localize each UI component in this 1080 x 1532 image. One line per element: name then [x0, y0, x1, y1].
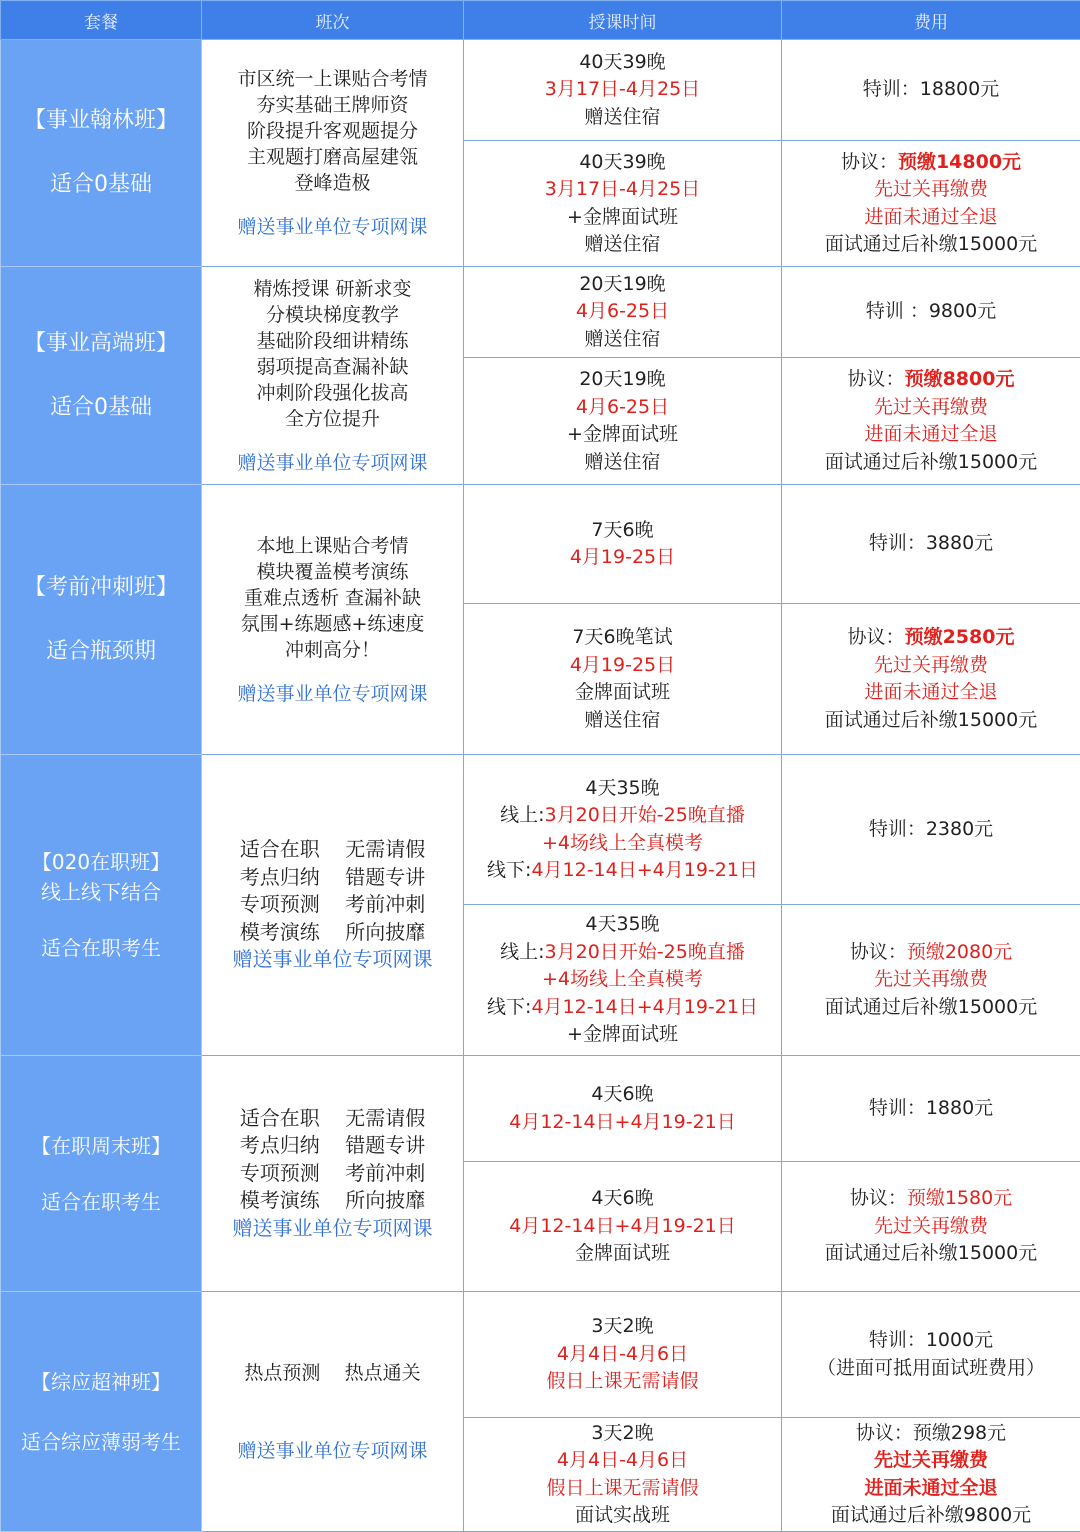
- fee-cell: [782, 1162, 1080, 1292]
- time-extra: 假日上课无需请假: [546, 1370, 699, 1393]
- course-line: 主观题打磨高屋建瓴: [246, 146, 418, 168]
- course-line: 阶段提升客观题提分: [246, 120, 418, 142]
- duration-text: 40天39晚: [579, 150, 666, 173]
- package-cell: [1, 1292, 202, 1532]
- fee-term: 面试通过后补缴15000元: [824, 1242, 1038, 1265]
- date-range: 3月17日-4月25日: [544, 78, 701, 101]
- duration-text: 4天6晚: [591, 1187, 654, 1210]
- package-target: 适合在职考生: [41, 1189, 161, 1214]
- fee-deposit: 预缴14800元: [897, 150, 1022, 173]
- online-label: 线上:: [500, 804, 545, 826]
- fee-label: 特训：: [868, 1329, 926, 1351]
- package-cell: [1, 485, 202, 755]
- duration-text: 4天35晚: [585, 913, 660, 936]
- gift-note: 赠送事业单位专项网课: [237, 451, 428, 474]
- fee-label: 特训：: [868, 532, 926, 555]
- online-schedule: 3月20日开始-25晚直播: [544, 940, 745, 963]
- duration-text: 3天2晚: [591, 1421, 654, 1444]
- fee-label: 特训：: [868, 1096, 926, 1119]
- time-cell: [464, 1162, 782, 1292]
- package-cell: [1, 755, 202, 1056]
- time-cell: [464, 1292, 782, 1418]
- fee-value: 18800元: [919, 78, 1000, 101]
- header-class: 班次: [202, 1, 464, 40]
- date-range: 4月6-25日: [575, 395, 670, 418]
- mock-exam: +4场线上全真模考: [541, 968, 703, 991]
- date-range: 4月12-14日+4月19-21日: [509, 1110, 736, 1133]
- fee-note: （进面可抵用面试班费用）: [816, 1356, 1045, 1379]
- fee-term: 面试通过后补缴15000元: [824, 708, 1038, 731]
- fee-deposit: 预缴2080元: [906, 940, 1013, 963]
- course-line: 基础阶段细讲精练: [256, 329, 409, 352]
- fee-term: 进面未通过全退: [864, 205, 998, 228]
- course-line: 模考演练 所向披靡: [239, 919, 426, 944]
- fee-term: 先过关再缴费: [873, 178, 988, 200]
- fee-cell: [782, 905, 1080, 1056]
- package-target: 适合综应薄弱考生: [21, 1429, 181, 1454]
- online-label: 线上:: [500, 940, 545, 963]
- offline-label: 线下:: [487, 995, 532, 1018]
- course-line: 模块覆盖模考演练: [256, 560, 409, 583]
- package-target: 适合瓶颈期: [45, 638, 156, 664]
- course-line: 重难点透析 查漏补缺: [243, 586, 422, 609]
- course-line: 全方位提升: [284, 407, 380, 430]
- gift-note: 赠送事业单位专项网课: [237, 1439, 428, 1462]
- mock-exam: +4场线上全真模考: [541, 831, 703, 854]
- fee-term: 先过关再缴费: [873, 1214, 988, 1237]
- time-cell: [464, 905, 782, 1056]
- time-extra: +金牌面试班: [567, 205, 678, 228]
- fee-deposit: 预缴2580元: [904, 626, 1015, 648]
- package-cell: [1, 1056, 202, 1292]
- fee-label: 协议：: [840, 150, 898, 173]
- time-cell: [464, 141, 782, 267]
- course-line: 专项预测 考前冲刺: [239, 892, 426, 917]
- package-name: 【在职周末班】: [31, 1133, 171, 1158]
- fee-value: 9800元: [928, 300, 997, 323]
- fee-value: 2380元: [925, 817, 994, 840]
- time-extra: 赠送住宿: [584, 708, 661, 731]
- fee-term: 先过关再缴费: [873, 1449, 988, 1471]
- date-range: 4月4日-4月6日: [556, 1449, 689, 1471]
- package-target: 适合在职考生: [41, 936, 161, 960]
- duration-text: 20天19晚: [579, 272, 666, 295]
- time-extra: 赠送住宿: [584, 450, 661, 473]
- table-row: [1, 40, 1080, 141]
- time-cell: [464, 755, 782, 905]
- fee-value: 1000元: [925, 1329, 994, 1351]
- package-cell: [1, 40, 202, 267]
- table-header-row: [1, 1, 1080, 40]
- time-cell: [464, 604, 782, 755]
- course-line: 精炼授课 研新求变: [253, 277, 412, 300]
- duration-text: 4天35晚: [585, 776, 660, 799]
- package-name: 【综应超神班】: [31, 1369, 171, 1394]
- date-range: 4月6-25日: [575, 300, 670, 323]
- fee-label: 特训：: [868, 817, 926, 840]
- course-cell: [202, 485, 464, 755]
- fee-deposit: 预缴298元: [912, 1421, 1007, 1444]
- date-range: 4月19-25日: [569, 546, 676, 568]
- fee-cell: [782, 1292, 1080, 1418]
- time-extra: 金牌面试班: [574, 681, 670, 703]
- fee-cell: [782, 358, 1080, 485]
- package-name: 【020在职班】: [31, 850, 171, 874]
- fee-term: 面试通过后补缴9800元: [830, 1504, 1032, 1526]
- date-range: 4月19-25日: [569, 653, 676, 676]
- course-line: 专项预测 考前冲刺: [239, 1160, 426, 1185]
- header-time: 授课时间: [464, 1, 782, 40]
- table-row: [1, 1056, 1080, 1162]
- package-name: 【事业翰林班】: [23, 108, 178, 133]
- fee-deposit: 预缴8800元: [904, 368, 1015, 390]
- duration-text: 3天2晚: [591, 1315, 654, 1338]
- course-line: 本地上课贴合考情: [256, 534, 409, 557]
- fee-cell: [782, 485, 1080, 604]
- course-cell: [202, 267, 464, 485]
- date-range: 4月4日-4月6日: [556, 1342, 689, 1365]
- fee-cell: [782, 141, 1080, 267]
- package-name: 【事业高端班】: [23, 330, 178, 356]
- fee-value: 1880元: [925, 1096, 994, 1119]
- duration-text: 7天6晚: [591, 518, 654, 541]
- time-cell: [464, 267, 782, 358]
- fee-label: 协议：: [849, 1187, 907, 1210]
- duration-text: 40天39晚: [579, 50, 666, 73]
- fee-label: 协议：: [849, 940, 907, 963]
- offline-schedule: 4月12-14日+4月19-21日: [531, 995, 758, 1018]
- course-line: 适合在职 无需请假: [239, 1105, 426, 1130]
- course-line: 考点归纳 错题专讲: [239, 864, 426, 889]
- course-line: 登峰造极: [294, 172, 371, 194]
- fee-term: 先过关再缴费: [873, 968, 988, 991]
- course-cell: [202, 1056, 464, 1292]
- fee-cell: [782, 40, 1080, 141]
- time-extra: 赠送住宿: [584, 327, 661, 350]
- course-line: 模考演练 所向披靡: [239, 1188, 426, 1213]
- course-line: 市区统一上课贴合考情: [237, 68, 428, 90]
- package-target: 适合0基础: [50, 394, 152, 420]
- package-name: 【考前冲刺班】: [23, 574, 178, 600]
- course-cell: [202, 755, 464, 1056]
- fee-term: 先过关再缴费: [873, 653, 988, 676]
- time-cell: [464, 358, 782, 485]
- time-extra: 面试实战班: [574, 1504, 670, 1526]
- course-line: 氛围+练题感+练速度: [240, 612, 425, 635]
- fee-term: 先过关再缴费: [873, 395, 988, 418]
- time-extra: 金牌面试班: [574, 1242, 670, 1265]
- fee-term: 进面未通过全退: [864, 1476, 998, 1499]
- gift-note: 赠送事业单位专项网课: [237, 216, 428, 238]
- fee-cell: [782, 604, 1080, 755]
- course-line: 适合在职 无需请假: [239, 837, 426, 862]
- time-cell: [464, 1056, 782, 1162]
- header-fee: 费用: [782, 1, 1080, 40]
- table-row: [1, 1292, 1080, 1418]
- fee-label: 特训 ：: [865, 300, 929, 323]
- fee-label: 协议：: [847, 626, 905, 648]
- date-range: 3月17日-4月25日: [544, 178, 701, 200]
- course-line: 分模块梯度教学: [265, 303, 399, 326]
- time-cell: [464, 485, 782, 604]
- time-extra: +金牌面试班: [567, 423, 678, 445]
- fee-cell: [782, 267, 1080, 358]
- fee-term: 面试通过后补缴15000元: [824, 995, 1038, 1018]
- fee-label: 协议：: [847, 368, 905, 390]
- course-line: 弱项提高查漏补缺: [256, 355, 409, 378]
- gift-note: 赠送事业单位专项网课: [237, 682, 428, 705]
- time-cell: [464, 40, 782, 141]
- course-line: 夯实基础王牌师资: [256, 94, 409, 116]
- offline-schedule: 4月12-14日+4月19-21日: [531, 859, 758, 881]
- fee-term: 面试通过后补缴15000元: [824, 450, 1038, 473]
- fee-term: 进面未通过全退: [864, 423, 998, 445]
- time-extra: 赠送住宿: [584, 105, 661, 128]
- course-line: 冲刺高分！: [284, 638, 380, 661]
- fee-cell: [782, 755, 1080, 905]
- table-row: [1, 267, 1080, 358]
- package-target: 适合0基础: [50, 172, 152, 197]
- time-extra: 赠送住宿: [584, 233, 661, 255]
- course-cell: [202, 1292, 464, 1532]
- package-subtitle: 线上线下结合: [41, 880, 161, 904]
- fee-label: 特训：: [862, 78, 920, 101]
- header-package: 套餐: [1, 1, 202, 40]
- table-row: [1, 485, 1080, 604]
- gift-note: 赠送事业单位专项网课: [232, 947, 433, 972]
- fee-term: 面试通过后补缴15000元: [824, 233, 1038, 255]
- gift-note: 赠送事业单位专项网课: [232, 1215, 433, 1240]
- course-cell: [202, 40, 464, 267]
- duration-text: 20天19晚: [579, 368, 666, 390]
- date-range: 4月12-14日+4月19-21日: [509, 1214, 736, 1237]
- course-line: 热点预测 热点通关: [244, 1361, 421, 1384]
- course-line: 冲刺阶段强化拔高: [256, 381, 409, 404]
- duration-text: 7天6晚笔试: [572, 626, 673, 648]
- fee-term: 进面未通过全退: [864, 681, 998, 703]
- fee-label: 协议：: [855, 1421, 913, 1444]
- time-extra: +金牌面试班: [567, 1023, 678, 1046]
- fee-cell: [782, 1418, 1080, 1532]
- fee-value: 3880元: [925, 532, 994, 555]
- time-extra: 假日上课无需请假: [546, 1476, 699, 1499]
- fee-deposit: 预缴1580元: [906, 1187, 1013, 1210]
- online-schedule: 3月20日开始-25晚直播: [544, 804, 745, 826]
- course-line: 考点归纳 错题专讲: [239, 1133, 426, 1158]
- package-cell: [1, 267, 202, 485]
- offline-label: 线下:: [487, 859, 532, 881]
- time-cell: [464, 1418, 782, 1532]
- duration-text: 4天6晚: [591, 1083, 654, 1105]
- table-row: [1, 755, 1080, 905]
- fee-cell: [782, 1056, 1080, 1162]
